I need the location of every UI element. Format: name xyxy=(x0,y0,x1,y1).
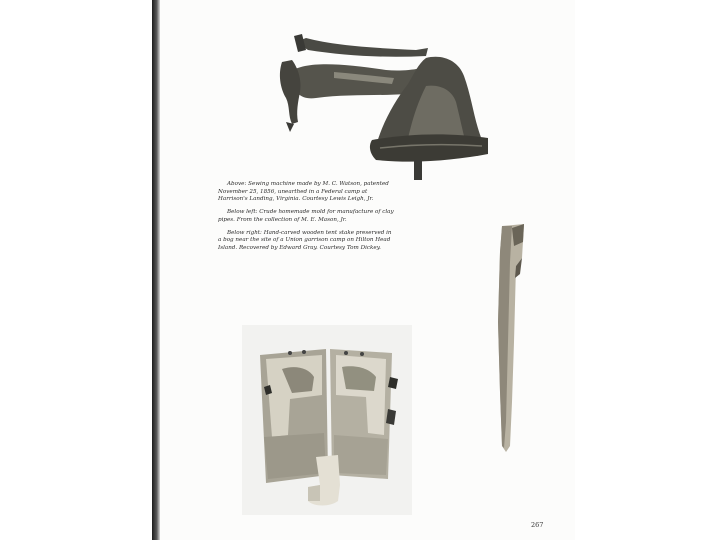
book-spine-shadow xyxy=(152,0,160,540)
tent-stake-photo xyxy=(490,222,530,454)
photo-captions xyxy=(218,181,394,258)
caption-tent-stake: Below right: Hand-carved wooden tent stake preserved in a bog near the site of a Union garrison camp on Hilton Head Island. Recovered by Edward Gray. Courtesy Tom Dickey. xyxy=(218,229,392,251)
page-number: 267 xyxy=(531,521,544,529)
caption-pipe-mold: Below left: Crude homemade mold for manufacture of clay pipes. From the collection of M. E. Mason, Jr. xyxy=(218,209,394,223)
caption-sewing-machine: Above: Sewing machine made by M. C. Watson, patented November 25, 1856, unearthed in a Federal camp at Harrison's Landing, Virginia. Courtesy Lewis Leigh, Jr. xyxy=(218,181,389,203)
scan-background-right xyxy=(575,0,720,540)
pipe-mold-photo xyxy=(242,325,412,515)
sewing-machine-photo xyxy=(276,28,490,182)
scan-background xyxy=(0,0,152,540)
